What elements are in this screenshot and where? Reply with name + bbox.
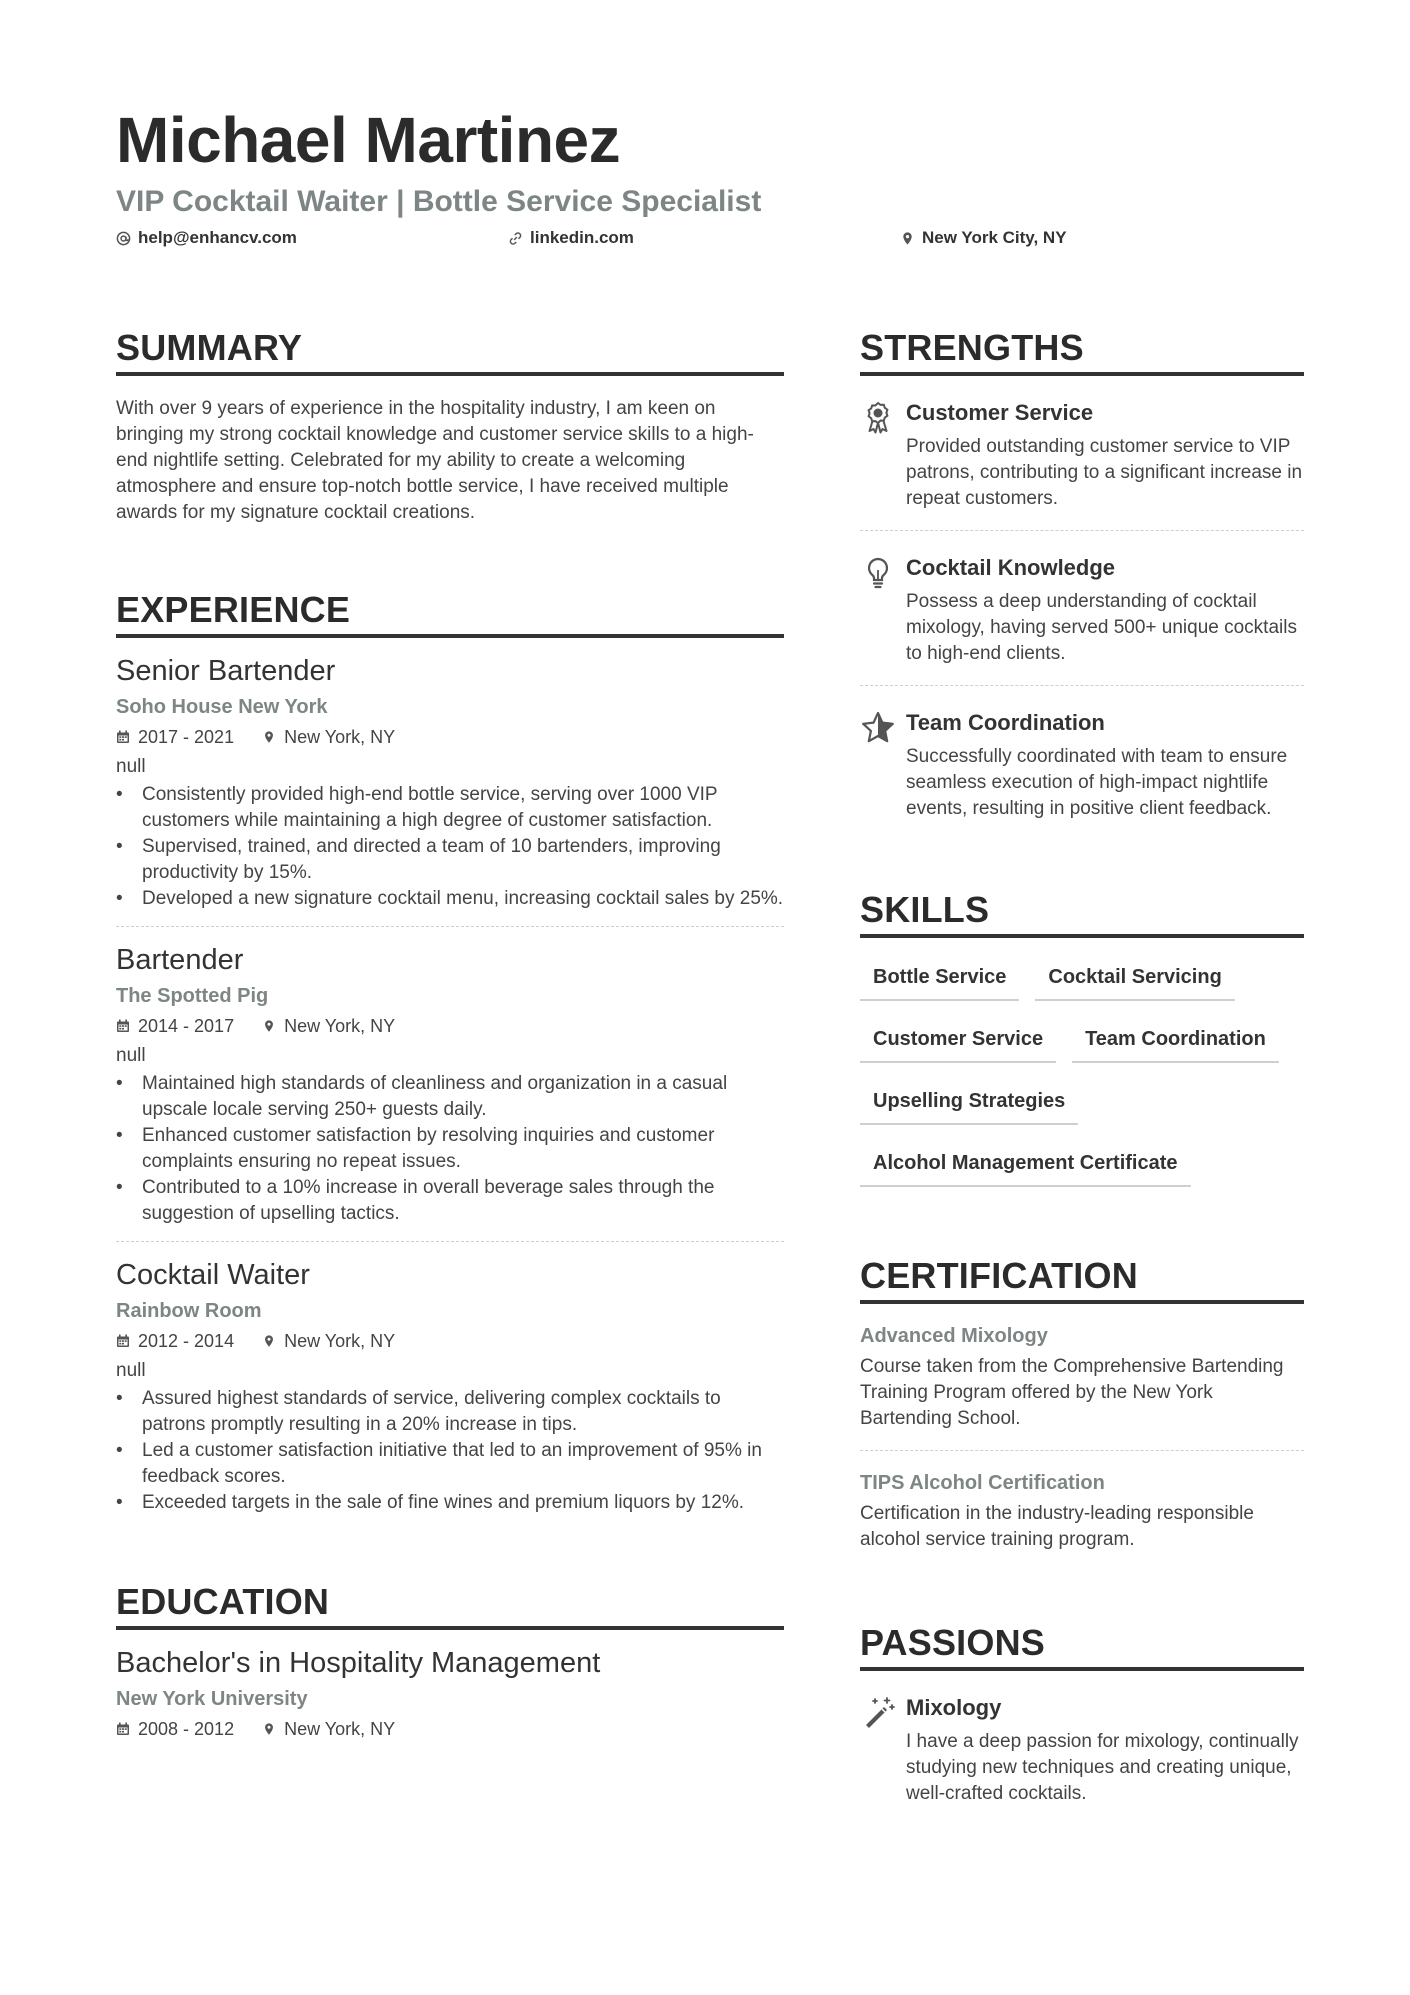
- job-meta: [116, 1326, 784, 1356]
- strengths-section: [860, 326, 1304, 840]
- magic-wand-icon: [860, 1695, 896, 1731]
- certification-item: [860, 1304, 1304, 1451]
- lightbulb-icon: [860, 555, 896, 591]
- experience-item: [116, 1242, 784, 1530]
- company-name: Soho House New York: [116, 696, 328, 718]
- location-pin-icon: [262, 1334, 276, 1348]
- job-bullets: [116, 1071, 784, 1227]
- at-icon: [116, 231, 131, 246]
- experience-item: [116, 927, 784, 1242]
- strength-item: [860, 686, 1304, 840]
- star-icon: [860, 710, 896, 746]
- job-location: New York, NY: [284, 727, 396, 747]
- candidate-subtitle: VIP Cocktail Waiter | Bottle Service Specialist: [116, 185, 762, 218]
- passion-title: Mixology: [906, 1695, 1002, 1720]
- contact-location: [900, 228, 1067, 248]
- experience-title: EXPERIENCE: [116, 588, 784, 638]
- passions-title: PASSIONS: [860, 1621, 1304, 1671]
- education-item: [116, 1630, 784, 1758]
- calendar-icon: [116, 1722, 130, 1736]
- passions-section: [860, 1621, 1304, 1825]
- education-title: EDUCATION: [116, 1580, 784, 1630]
- education-dates: 2008 - 2012: [138, 1719, 235, 1739]
- contact-row: [116, 228, 1296, 256]
- job-note: null: [116, 756, 146, 777]
- certification-name: TIPS Alcohol Certification: [860, 1472, 1105, 1494]
- passion-item: [860, 1671, 1304, 1825]
- job-bullet: • Enhanced customer satisfaction by resolving inquiries and customer complaints ensuring no repeat issues.: [116, 1123, 784, 1175]
- location-text: New York City, NY: [922, 228, 1067, 247]
- company-name: The Spotted Pig: [116, 985, 269, 1007]
- skill-tag: Team Coordination: [1072, 1018, 1279, 1063]
- strength-title: Team Coordination: [906, 710, 1105, 735]
- strength-desc: Provided outstanding customer service to VIP patrons, contributing to a significant increase in repeat customers.: [906, 436, 1303, 509]
- experience-section: [116, 588, 784, 1530]
- location-pin-icon: [262, 730, 276, 744]
- experience-item: [116, 638, 784, 927]
- resume-header: [116, 100, 1296, 256]
- summary-section: [116, 326, 784, 526]
- school-name: New York University: [116, 1688, 308, 1710]
- passion-desc: I have a deep passion for mixology, continually studying new techniques and creating unique, well-crafted cocktails.: [906, 1731, 1299, 1804]
- strength-item: [860, 531, 1304, 686]
- job-bullet: • Assured highest standards of service, delivering complex cocktails to patrons promptly resulting in a 20% increase in tips.: [116, 1386, 784, 1438]
- skill-tag: Customer Service: [860, 1018, 1056, 1063]
- contact-email[interactable]: [116, 228, 297, 248]
- strength-item: [860, 376, 1304, 531]
- summary-title: SUMMARY: [116, 326, 784, 376]
- linkedin-text: linkedin.com: [530, 228, 634, 247]
- certification-item: [860, 1451, 1304, 1571]
- education-location: New York, NY: [284, 1719, 396, 1739]
- job-dates: 2014 - 2017: [138, 1016, 235, 1036]
- left-column: [116, 326, 784, 1758]
- job-bullets: [116, 782, 784, 912]
- calendar-icon: [116, 1334, 130, 1348]
- calendar-icon: [116, 730, 130, 744]
- job-title: Bartender: [116, 944, 244, 976]
- location-pin-icon: [262, 1722, 276, 1736]
- degree-title: Bachelor's in Hospitality Management: [116, 1647, 601, 1679]
- summary-text: With over 9 years of experience in the hospitality industry, I am keen on bringing my strong cocktail knowledge and customer service skills to a high-end nightlife setting. Celebrated for my ability to create a welcoming atmosphere and ensure top-notch bottle service, I have received multiple awards for my signature cocktail creations.: [116, 398, 754, 523]
- link-icon: [508, 231, 523, 246]
- strengths-title: STRENGTHS: [860, 326, 1304, 376]
- calendar-icon: [116, 1019, 130, 1033]
- job-bullet: • Exceeded targets in the sale of fine wines and premium liquors by 12%.: [116, 1490, 784, 1516]
- right-column: [860, 326, 1304, 1825]
- contact-linkedin[interactable]: [508, 228, 634, 248]
- certification-section: [860, 1254, 1304, 1571]
- skills-title: SKILLS: [860, 888, 1304, 938]
- job-location: New York, NY: [284, 1331, 396, 1351]
- skill-tag: Upselling Strategies: [860, 1080, 1078, 1125]
- certification-name: Advanced Mixology: [860, 1325, 1048, 1347]
- company-name: Rainbow Room: [116, 1300, 262, 1322]
- job-meta: [116, 722, 784, 752]
- job-bullet: • Contributed to a 10% increase in overall beverage sales through the suggestion of upselling tactics.: [116, 1175, 784, 1227]
- job-note: null: [116, 1360, 146, 1381]
- certification-desc: Certification in the industry-leading responsible alcohol service training program.: [860, 1503, 1254, 1550]
- job-bullet: • Developed a new signature cocktail menu, increasing cocktail sales by 25%.: [116, 886, 784, 912]
- job-bullet: • Consistently provided high-end bottle service, serving over 1000 VIP customers while maintaining a high degree of customer satisfaction.: [116, 782, 784, 834]
- certification-title: CERTIFICATION: [860, 1254, 1304, 1304]
- location-pin-icon: [262, 1019, 276, 1033]
- job-note: null: [116, 1045, 146, 1066]
- certification-desc: Course taken from the Comprehensive Bartending Training Program offered by the New York Bartending School.: [860, 1356, 1284, 1429]
- skill-tag: Alcohol Management Certificate: [860, 1142, 1191, 1187]
- education-section: [116, 1580, 784, 1758]
- education-meta: [116, 1714, 784, 1744]
- job-bullet: • Led a customer satisfaction initiative that led to an improvement of 95% in feedback scores.: [116, 1438, 784, 1490]
- email-text: help@enhancv.com: [138, 228, 297, 247]
- skill-tag: Bottle Service: [860, 956, 1019, 1001]
- location-pin-icon: [900, 231, 915, 246]
- candidate-name: Michael Martinez: [116, 104, 621, 176]
- skills-list: [860, 938, 1304, 1204]
- award-ribbon-icon: [860, 400, 896, 436]
- job-bullets: [116, 1386, 784, 1516]
- strength-desc: Possess a deep understanding of cocktail mixology, having served 500+ unique cocktails to high-end clients.: [906, 591, 1297, 664]
- job-bullet: • Maintained high standards of cleanliness and organization in a casual upscale locale serving 250+ guests daily.: [116, 1071, 784, 1123]
- job-title: Senior Bartender: [116, 655, 336, 687]
- strength-title: Customer Service: [906, 400, 1094, 425]
- job-dates: 2017 - 2021: [138, 727, 235, 747]
- job-meta: [116, 1011, 784, 1041]
- job-location: New York, NY: [284, 1016, 396, 1036]
- skill-tag: Cocktail Servicing: [1035, 956, 1234, 1001]
- job-title: Cocktail Waiter: [116, 1259, 310, 1291]
- strength-title: Cocktail Knowledge: [906, 555, 1116, 580]
- job-bullet: • Supervised, trained, and directed a team of 10 bartenders, improving productivity by 15%.: [116, 834, 784, 886]
- job-dates: 2012 - 2014: [138, 1331, 235, 1351]
- strength-desc: Successfully coordinated with team to ensure seamless execution of high-impact nightlife events, resulting in positive client feedback.: [906, 746, 1288, 819]
- skills-section: [860, 888, 1304, 1204]
